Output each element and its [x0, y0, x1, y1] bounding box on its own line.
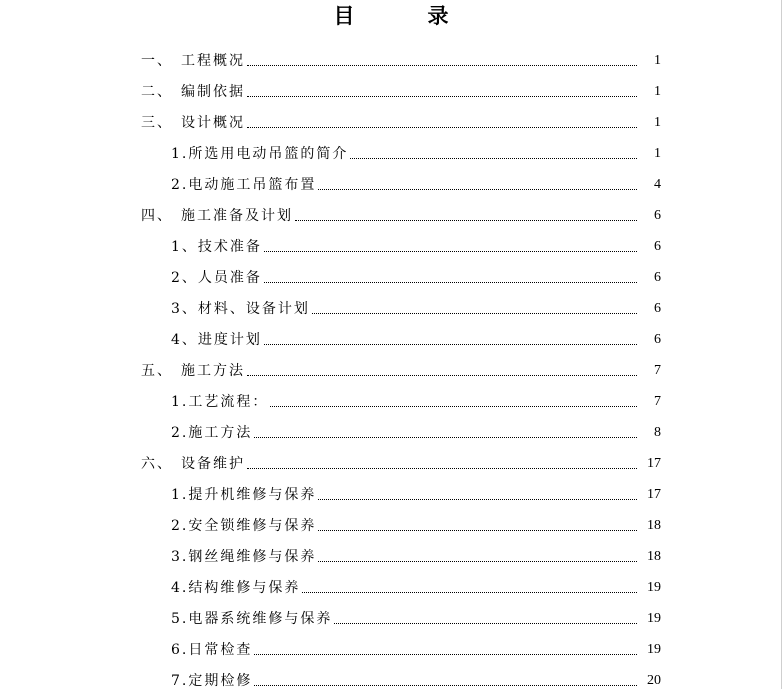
toc-dot-leader	[270, 405, 637, 407]
toc-entry-label: 结构维修与保养	[188, 580, 301, 596]
toc-entry-label: 工程概况	[181, 53, 245, 69]
toc-entry-page: 7	[654, 394, 661, 409]
toc-entry[interactable]	[0, 441, 782, 472]
toc-dot-leader	[264, 343, 637, 345]
toc-entry-number: 六、	[141, 456, 173, 472]
toc-entry-number: 1.	[171, 487, 189, 503]
toc-entry-page: 6	[654, 239, 661, 254]
toc-entry-label: 钢丝绳维修与保养	[188, 549, 317, 565]
toc-entry[interactable]	[0, 69, 782, 100]
toc-entry[interactable]	[0, 379, 782, 410]
toc-dot-leader	[264, 281, 637, 283]
toc-entry-page: 17	[647, 456, 661, 471]
toc-dot-leader	[312, 312, 637, 314]
toc-entry[interactable]	[0, 410, 782, 441]
toc-title: 目 录	[333, 3, 475, 28]
toc-entry-page: 1	[654, 115, 661, 130]
toc-entry-number: 二、	[141, 84, 173, 100]
toc-dot-leader	[350, 157, 637, 159]
toc-dot-leader	[254, 653, 637, 655]
toc-entry-label: 电器系统维修与保养	[188, 611, 333, 627]
toc-entry-page: 1	[654, 146, 661, 161]
toc-entry-page: 19	[647, 580, 661, 595]
toc-entry-page: 6	[654, 270, 661, 285]
toc-entry-label: 技术准备	[197, 239, 262, 255]
toc-entry-page: 18	[647, 518, 661, 533]
toc-entry-number: 2.	[171, 177, 189, 193]
toc-entry[interactable]	[0, 286, 782, 317]
toc-entry-label: 工艺流程：	[188, 394, 269, 410]
toc-entry-page: 8	[654, 425, 661, 440]
toc-dot-leader	[247, 374, 637, 376]
toc-entry-number: 5.	[171, 611, 189, 627]
toc-entry[interactable]	[0, 534, 782, 565]
toc-entry[interactable]	[0, 193, 782, 224]
toc-entry-page: 6	[654, 332, 661, 347]
toc-dot-leader	[264, 250, 637, 252]
toc-dot-leader	[247, 126, 637, 128]
toc-dot-leader	[247, 95, 637, 97]
toc-entry-page: 20	[647, 673, 661, 688]
toc-entry-number: 1.	[171, 394, 189, 410]
toc-entry-label: 提升机维修与保养	[188, 487, 317, 503]
toc-entry-page: 18	[647, 549, 661, 564]
toc-entry-number: 6.	[171, 642, 189, 658]
toc-entry[interactable]	[0, 38, 782, 69]
toc-entry-number: 一、	[141, 53, 173, 69]
toc-entry-number: 三、	[141, 115, 173, 131]
toc-dot-leader	[334, 622, 637, 624]
toc-dot-leader	[247, 467, 637, 469]
toc-dot-leader	[318, 188, 637, 190]
toc-dot-leader	[254, 684, 637, 686]
toc-entry-label: 施工准备及计划	[181, 208, 293, 224]
toc-entry-number: 7.	[171, 673, 189, 689]
toc-entry[interactable]	[0, 627, 782, 658]
toc-entry-page: 17	[647, 487, 661, 502]
toc-entry[interactable]	[0, 131, 782, 162]
toc-entry-label: 设计概况	[181, 115, 245, 131]
toc-entry-number: 4.	[171, 580, 189, 596]
toc-entry-number: 四、	[141, 208, 173, 224]
toc-entry-label: 安全锁维修与保养	[188, 518, 317, 534]
toc-entry-number: 1.	[171, 146, 189, 162]
toc-dot-leader	[302, 591, 637, 593]
toc-entry[interactable]	[0, 224, 782, 255]
toc-entry-number: 3、	[171, 301, 198, 317]
toc-entry-label: 日常检查	[188, 642, 253, 658]
toc-entry-number: 2.	[171, 425, 189, 441]
toc-entry[interactable]	[0, 565, 782, 596]
toc-entry-label: 所选用电动吊篮的简介	[188, 146, 349, 162]
toc-entry-label: 施工方法	[181, 363, 245, 379]
toc-entry-label: 材料、设备计划	[197, 301, 310, 317]
toc-entry[interactable]	[0, 162, 782, 193]
toc-entry[interactable]	[0, 503, 782, 534]
toc-entry-label: 电动施工吊篮布置	[188, 177, 317, 193]
toc-entry-page: 19	[647, 642, 661, 657]
toc-entry-label: 编制依据	[181, 84, 245, 100]
toc-entry[interactable]	[0, 100, 782, 131]
toc-entry[interactable]	[0, 255, 782, 286]
toc-entry-page: 6	[654, 208, 661, 223]
toc-entry-label: 施工方法	[188, 425, 253, 441]
toc-entry[interactable]	[0, 348, 782, 379]
toc-dot-leader	[254, 436, 637, 438]
toc-dot-leader	[318, 560, 637, 562]
toc-entry-label: 定期检修	[188, 673, 253, 689]
toc-entry-page: 6	[654, 301, 661, 316]
toc-entry-page: 4	[654, 177, 661, 192]
toc-entry-page: 7	[654, 363, 661, 378]
toc-entry-label: 进度计划	[197, 332, 262, 348]
toc-entry-page: 19	[647, 611, 661, 626]
toc-entry[interactable]	[0, 596, 782, 627]
toc-entry[interactable]	[0, 658, 782, 689]
toc-dot-leader	[318, 498, 637, 500]
toc-entry-number: 2、	[171, 270, 198, 286]
toc-dot-leader	[318, 529, 637, 531]
toc-entry-page: 1	[654, 84, 661, 99]
toc-dot-leader	[247, 64, 637, 66]
toc-dot-leader	[295, 219, 637, 221]
toc-entry-number: 1、	[171, 239, 198, 255]
toc-entry-page: 1	[654, 53, 661, 68]
toc-entry-number: 3.	[171, 549, 189, 565]
toc-entry-label: 人员准备	[197, 270, 262, 286]
toc-entry-number: 4、	[171, 332, 198, 348]
table-of-contents	[0, 38, 782, 689]
toc-entry[interactable]	[0, 472, 782, 503]
toc-entry-number: 五、	[141, 363, 173, 379]
toc-entry-number: 2.	[171, 518, 189, 534]
toc-entry-label: 设备维护	[181, 456, 245, 472]
toc-entry[interactable]	[0, 317, 782, 348]
